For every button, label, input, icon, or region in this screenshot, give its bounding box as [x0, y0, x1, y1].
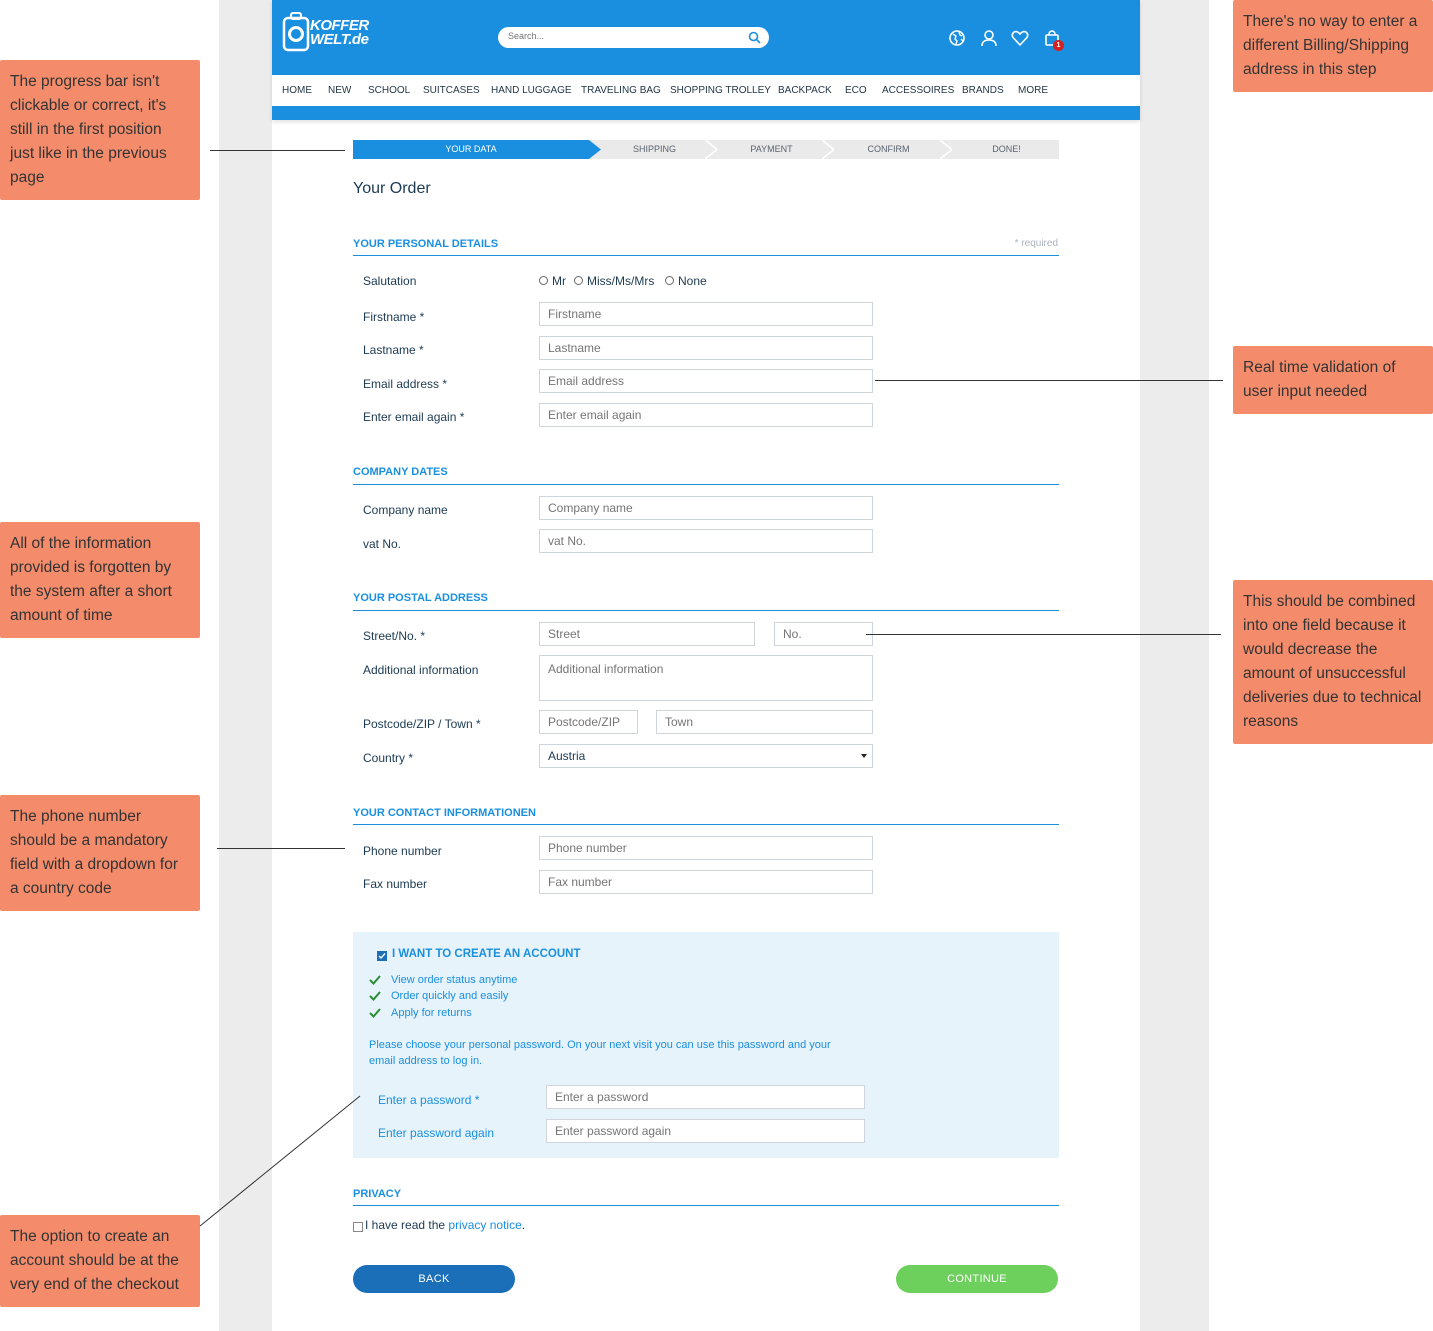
privacy-consent-text [365, 1218, 525, 1232]
lastname-input[interactable] [539, 336, 873, 360]
salutation-radio-miss[interactable] [574, 276, 583, 285]
create-account-panel [353, 932, 1059, 1158]
vat-input[interactable] [539, 529, 873, 553]
step-your-data: YOUR DATA [353, 140, 589, 159]
country-label: Country * [363, 751, 414, 765]
country-select[interactable] [539, 744, 873, 768]
firstname-label: Firstname * [363, 310, 425, 324]
privacy-notice-link[interactable]: privacy notice [448, 1218, 522, 1232]
annotation-connector [210, 150, 345, 151]
salutation-option-none[interactable]: None [678, 274, 707, 288]
nav-traveling-bag[interactable]: TRAVELING BAG [581, 85, 661, 96]
annotation-phone: The phone number should be a mandatory field with a dropdown for a country code [0, 795, 200, 911]
site-header [272, 0, 1140, 120]
password-info-line-2: email address to log in. [369, 1055, 483, 1067]
globe-icon[interactable] [948, 29, 966, 47]
create-account-heading[interactable]: I WANT TO CREATE AN ACCOUNT [392, 948, 581, 960]
additional-info-textarea[interactable] [539, 655, 873, 701]
town-input[interactable] [656, 710, 873, 734]
street-input[interactable] [539, 622, 755, 646]
step-confirm: CONFIRM [867, 144, 910, 154]
company-name-input[interactable] [539, 496, 873, 520]
annotation-connector [217, 848, 345, 849]
nav-accessoires[interactable]: ACCESSOIRES [882, 85, 955, 96]
header-strip [272, 106, 1140, 120]
password-again-input[interactable] [546, 1119, 865, 1143]
cart-count-badge: 1 [1053, 40, 1064, 51]
password-input[interactable] [546, 1085, 865, 1109]
continue-button[interactable]: CONTINUE [896, 1265, 1058, 1293]
create-account-checkbox[interactable] [377, 951, 387, 961]
annotation-validation: Real time validation of user input needed [1233, 346, 1433, 414]
nav-eco[interactable]: ECO [845, 85, 867, 96]
benefit-item: Order quickly and easily [391, 990, 509, 1002]
country-selected-value: Austria [548, 749, 586, 763]
firstname-input[interactable] [539, 302, 873, 326]
section-divider [353, 484, 1059, 485]
salutation-radio-mr[interactable] [539, 276, 548, 285]
zip-input[interactable] [539, 710, 638, 734]
nav-shopping-trolley[interactable]: SHOPPING TROLLEY [670, 85, 771, 96]
nav-brands[interactable]: BRANDS [962, 85, 1004, 96]
step-shipping: SHIPPING [632, 144, 676, 154]
annotation-create-account: The option to create an account should be at the very end of the checkout [0, 1215, 200, 1307]
salutation-radio-none[interactable] [665, 276, 674, 285]
email-input[interactable] [539, 369, 873, 393]
section-divider [353, 824, 1059, 825]
nav-hand-luggage[interactable]: HAND LUGGAGE [491, 85, 572, 96]
section-heading-privacy: PRIVACY [353, 1188, 402, 1200]
search-icon[interactable] [748, 31, 761, 44]
step-payment: PAYMENT [750, 144, 793, 154]
checkmark-icon [378, 952, 386, 960]
annotation-connector [198, 1094, 362, 1228]
section-divider [353, 610, 1059, 611]
nav-home[interactable]: HOME [282, 85, 312, 96]
page-title: Your Order [353, 180, 431, 197]
phone-label: Phone number [363, 844, 442, 858]
search-input[interactable] [508, 31, 738, 41]
step-done: DONE! [992, 144, 1021, 154]
section-heading-personal: YOUR PERSONAL DETAILS [353, 238, 499, 250]
checkout-progress-bar [353, 140, 1059, 159]
company-name-label: Company name [363, 503, 448, 517]
logo-text: KOFFER WELT.de [310, 17, 369, 48]
zip-town-label: Postcode/ZIP / Town * [363, 717, 481, 731]
check-icon [369, 991, 381, 1001]
street-label: Street/No. * [363, 629, 426, 643]
benefit-item: View order status anytime [391, 974, 518, 986]
section-heading-company: COMPANY DATES [353, 466, 448, 478]
annotation-street-field: This should be combined into one field because it would decrease the amount of unsuccessful deliveries due to technical reasons [1233, 580, 1433, 744]
section-heading-contact: YOUR CONTACT INFORMATIONEN [353, 807, 536, 819]
annotation-billing-address: There's no way to enter a different Billing/Shipping address in this step [1233, 0, 1433, 92]
additional-info-label: Additional information [363, 663, 479, 677]
lastname-label: Lastname * [363, 343, 424, 357]
nav-backpack[interactable]: BACKPACK [778, 85, 832, 96]
heart-icon[interactable] [1011, 29, 1029, 47]
nav-new[interactable]: NEW [328, 85, 352, 96]
section-heading-postal: YOUR POSTAL ADDRESS [353, 592, 488, 604]
nav-suitcases[interactable]: SUITCASES [423, 85, 480, 96]
nav-more[interactable]: MORE [1018, 85, 1048, 96]
logo[interactable] [282, 10, 372, 54]
email-again-label: Enter email again * [363, 410, 465, 424]
privacy-text-prefix: I have read the [365, 1218, 449, 1232]
user-icon[interactable] [980, 29, 998, 47]
check-icon [369, 1008, 381, 1018]
salutation-option-mr[interactable]: Mr [552, 274, 566, 288]
email-again-input[interactable] [539, 403, 873, 427]
salutation-option-miss[interactable]: Miss/Ms/Mrs [587, 274, 655, 288]
vat-label: vat No. [363, 537, 402, 551]
house-number-input[interactable] [774, 622, 873, 646]
password-info-line-1: Please choose your personal password. On your next visit you can use this password and your [369, 1039, 831, 1051]
nav-school[interactable]: SCHOOL [368, 85, 411, 96]
email-label: Email address * [363, 377, 448, 391]
annotation-progress-bar: The progress bar isn't clickable or correct, it's still in the first position just like in the previous page [0, 60, 200, 200]
salutation-label: Salutation [363, 274, 417, 288]
fax-input[interactable] [539, 870, 873, 894]
chevron-down-icon [861, 754, 867, 758]
phone-input[interactable] [539, 836, 873, 860]
required-note: * required [1014, 238, 1058, 249]
password-label: Enter a password * [378, 1093, 480, 1107]
back-button[interactable]: BACK [353, 1265, 515, 1293]
check-icon [369, 975, 381, 985]
benefit-item: Apply for returns [391, 1007, 472, 1019]
top-bar [272, 0, 1140, 75]
fax-label: Fax number [363, 877, 428, 891]
search-bar[interactable] [498, 27, 769, 48]
annotation-forgotten-info: All of the information provided is forgotten by the system after a short amount of time [0, 522, 200, 638]
password-again-label: Enter password again [378, 1126, 495, 1140]
annotation-connector [875, 380, 1223, 381]
section-divider [353, 255, 1059, 256]
section-divider [353, 1205, 1059, 1206]
privacy-text-suffix: . [521, 1218, 526, 1232]
annotation-connector [866, 634, 1221, 635]
